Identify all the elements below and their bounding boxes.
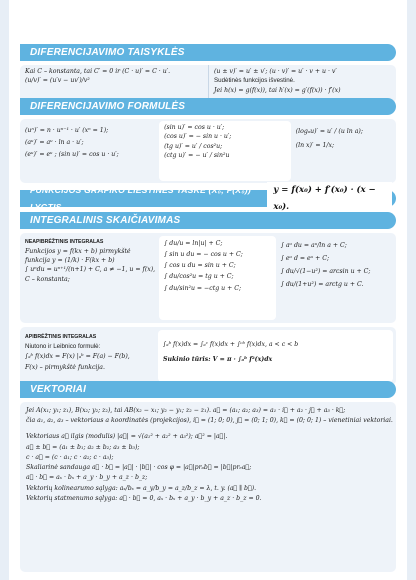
ctg-formula: (ctg u)′ = − u′ / sin²u [164,151,230,159]
section-header: INTEGRALINIS SKAIČIAVIMAS [20,212,396,229]
tangent-equation: y = f(x₀) + f′(x₀) · (x − x₀). [267,182,392,216]
arctg-integral: ∫ du/(1+u²) = arctg u + C. [280,281,364,289]
vector-basis: čia a₁, a₂, a₃ – vektoriaus a koordinatės (projekcijos), i⃗ = (1; 0; 0), j⃗ = (0; 1; 0), k⃗ = (0; 0; 1) – vienetiniai vektoriai. [26,417,393,425]
vector-scalar-mult: c · a⃗ = (c · a₁; c · a₂; c · a₃); [26,453,114,461]
definite-integral-box [20,327,396,385]
exp-a-integral: ∫ aᵘ du = aᵘ/ln a + C; [280,242,347,249]
log-formula: (logₐu)′ = u′ / (u ln a); [295,128,363,135]
tg-formula: (tg u)′ = u′ / cos²u; [164,142,223,150]
section-header: DIFERENCIJAVIMO FORMULĖS [20,98,396,115]
newton-leibniz-title: Niutono ir Leibnico formulė: [25,342,101,350]
antiderivative-note: F(x) – pirmykštė funkcija. [25,363,105,371]
section-diferencijavimo-formules [20,98,396,183]
exp-e-integral: ∫ eᵘ d = eᵘ + C; [280,255,330,263]
additivity-formula: ∫ₐᵇ f(x)dx = ∫ₐᶜ f(x)dx + ∫ᶜᵇ f(x)dx, a < c < b [163,341,299,348]
power-integral: ∫ uⁿdu = uⁿ⁺¹/(n+1) + C, a ≠ −1, u = f(x), [25,266,156,274]
indefinite-mid [159,236,276,320]
sin-integral: ∫ sin u du = − cos u + C; [164,251,243,259]
antiderivative-line-2: funkcija y = (1/k) · F(kx + b) [25,257,115,265]
tangent-title: FUNKCIJOS GRAFIKO LIESTINĖS TAŠKE (X₀; F(X₀)) LYGTIS [30,184,251,212]
perpendicularity: Vektorių statmenumo sąlyga: a⃗ · b⃗ = 0, aₓ · bₓ + a_y · b_y + a_z · b_z = 0. [26,494,262,502]
vector-length: Vektoriaus a⃗ ilgis (modulis) |a⃗| = √(a₁² + a₂² + a₃²); a⃗² = |a⃗|. [26,433,228,441]
formulas-col-2 [159,121,291,181]
antiderivative-line-1: Funkcijos y = f(kx + b) pirmykštė [25,247,131,255]
exp-a-formula: (aᵘ)′ = aᵘ · ln a · u′; [25,138,84,146]
formulas-col-3 [291,119,396,183]
formulas-box [20,119,396,183]
collinearity: Vektorių kolinearumo sąlyga: aₓ/bₓ = a_y/b_y = a_z/b_z = λ, t. y. (a⃗ ∥ b⃗). [26,484,257,492]
section-diferencijavimo-taisykles [20,44,396,103]
vectors-box [20,402,396,572]
chain-rule: Jei h(x) = g(f(x)), tai h′(x) = g′(f(x)) · f′(x) [214,86,341,94]
right-margin-stripe [407,0,416,580]
dot-product: Skaliarinė sandauga a⃗ · b⃗ = |a⃗| · |b⃗| · cos φ = |a⃗|prₐb⃗ = |b⃗|prₑa⃗; [26,464,252,472]
formulas-col-1 [20,119,159,183]
section-header: DIFERENCIJAVIMO TAISYKLĖS [20,44,396,61]
vector-coordinates: Jei A(x₁; y₁; z₁), B(x₂; y₂; z₂), tai AB(x₂ − x₁; y₂ − y₁; z₂ − z₁). a⃗ = (a₁; a₂; a₃) = a₁ · i⃗ + a₂ · j⃗ + a₃ · k⃗; [26,407,346,414]
section-header [20,184,396,212]
chain-rule-title: Sudėtinės funkcijos išvestinė. [214,77,295,85]
power-formula: (uⁿ)′ = n · uⁿ⁻¹ · u′ (xⁿ = 1); [25,127,109,134]
quotient-rule: (u/v)′ = (u′v − uv′)/v² [25,77,90,85]
section-integralinis [20,212,396,385]
indefinite-integral-box [20,233,396,323]
definite-right [158,330,393,382]
cos-integral: ∫ cos u du = sin u + C; [164,262,236,270]
indefinite-title: NEAPIBRĖŽTINIS INTEGRALAS [25,239,104,245]
constant-note: C – konstanta; [25,275,70,283]
ln-integral: ∫ du/u = ln|u| + C; [164,240,223,247]
vectors-content [26,406,393,504]
ln-formula: (ln x)′ = 1/x; [295,141,335,149]
section-liestine [20,184,396,212]
indefinite-left [20,233,159,323]
cos-formula: (cos u)′ = − sin u · u′; [164,133,232,141]
arcsin-integral: ∫ du/√(1−u²) = arcsin u + C; [280,268,371,276]
tg-integral: ∫ du/cos²u = tg u + C; [164,273,234,281]
vector-sum: a⃗ ± b⃗ = (a₁ ± b₁; a₂ ± b₂; a₃ ± b₃); [26,443,140,451]
section-vektoriai [20,381,396,572]
ctg-integral: ∫ du/sin²u = −ctg u + C; [164,284,242,292]
definite-title: APIBRĖŽTINIS INTEGRALAS [25,334,97,340]
left-margin-stripe [0,0,9,580]
sin-formula: (sin u)′ = cos u · u′; [164,124,225,131]
newton-leibniz-formula: ∫ₐᵇ f(x)dx = F(x) |ₐᵇ = F(a) − F(b), [25,353,130,361]
exp-e-formula: (eᵘ)′ = eᵘ ; (sin u)′ = cos u · u′; [25,150,119,158]
sum-product-rule: (u ± v)′ = u′ ± v′; (u · v)′ = u′ · v + u · v′ [214,68,337,75]
volume-formula: Sukinio tūris: V = π · ∫ₐᵇ f²(x)dx [163,355,273,363]
indefinite-right [276,233,396,323]
section-header: VEKTORIAI [20,381,396,398]
constant-rule: Kai C – konstanta, tai C′ = 0 ir (C · u)′ = C · u′. [25,68,171,75]
dot-product-coords: a⃗ · b⃗ = aₓ · bₓ + a_y · b_y + a_z · b_z; [26,474,148,482]
definite-left [20,327,158,385]
